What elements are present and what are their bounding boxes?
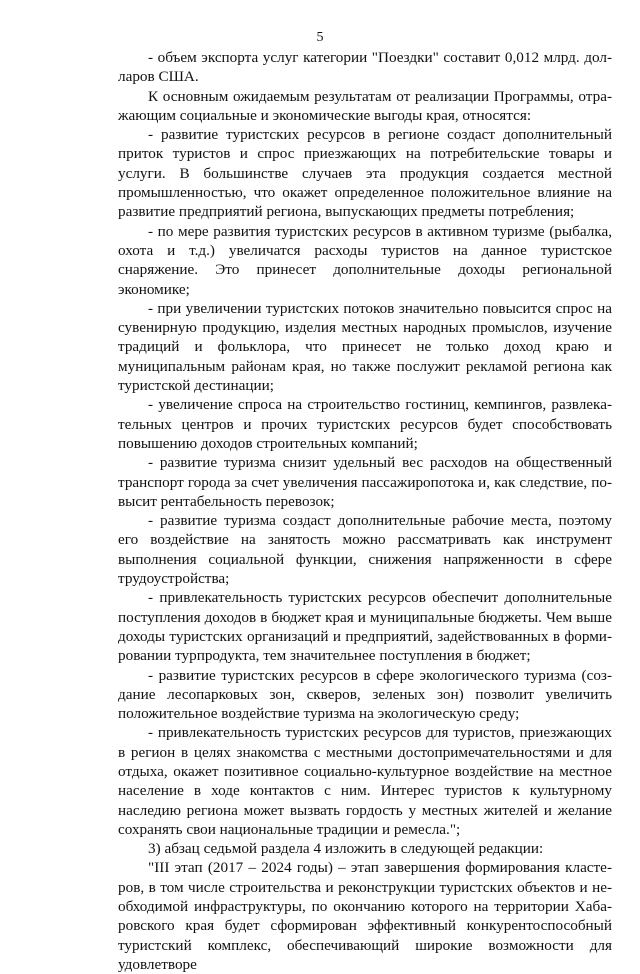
paragraph-expected-results-intro: К основным ожидаемым результатам от реализации Программы, отражающим социальные и экономические выгоды края, относятся: bbox=[118, 87, 612, 124]
paragraph-souvenir-demand: - при увеличении туристских потоков значительно повысится спрос на сувенирную продукцию, изделия местных народных промыслов, изучение традиций и фольклора, что принесет не только доход краю и муниципальным районам края, но также послужит рекламой региона как туристской дестинации; bbox=[118, 299, 612, 395]
paragraph-public-transport: - развитие туризма снизит удельный вес расходов на общественный транспорт города за счет увеличения пассажиропотока и, как следствие, повысит рентабельность перевозок; bbox=[118, 454, 612, 510]
paragraph-stage-three: "III этап (2017 – 2024 годы) – этап завершения формирования кластеров, в том числе строительства и реконструкции туристских объектов и необходимой инфраструктуры, по окончанию которого на территории Хабаровского края будет сформирован эффективный конкурентоспособный туристский комплекс, обеспечивающий широкие возможности для удовлетворе bbox=[118, 859, 612, 973]
paragraph-export-volume: - объем экспорта услуг категории "Поездки" составит 0,012 млрд. долларов США. bbox=[118, 49, 612, 86]
page-number: 5 bbox=[316, 30, 324, 45]
paragraph-active-tourism: - по мере развития туристских ресурсов в активном туризме (рыбалка, охота и т.д.) увеличатся расходы туристов на данное туристское снаряжение. Это принесет дополнительные доходы региональной экономике; bbox=[118, 222, 612, 298]
paragraph-budget-revenue: - привлекательность туристских ресурсов обеспечит дополнительные поступления доходов в бюджет края и муниципальные бюджеты. Чем выше доходы туристских организаций и предприятий, задействованных в формировании турпродукта, тем значительнее поступления в бюджет; bbox=[118, 589, 612, 665]
document-body bbox=[118, 48, 612, 974]
paragraph-eco-tourism: - развитие туристских ресурсов в сфере экологического туризма (создание лесопарковых зон, скверов, зеленых зон) позволит увеличить положительное воздействие туризма на экологическую среду; bbox=[118, 666, 612, 723]
paragraph-employment: - развитие туризма создаст дополнительные рабочие места, поэтому его воздействие на занятость можно рассматривать как инструмент выполнения социальной функции, снижения напряженности в сфере трудоустройства; bbox=[118, 512, 612, 588]
paragraph-construction-demand: - увеличение спроса на строительство гостиниц, кемпингов, развлекательных центров и прочих туристских ресурсов будет способствовать повышению доходов строительных компаний; bbox=[118, 396, 612, 452]
paragraph-amendment-section-4: 3) абзац седьмой раздела 4 изложить в следующей редакции: bbox=[148, 840, 544, 858]
paragraph-cultural-impact: - привлекательность туристских ресурсов для туристов, приезжающих в регион в целях знакомства с местными достопримечательностями и для отдыха, окажет позитивное социально-культурное воздействие на местное население в ходе контактов с ним. Интерес туристов к культурному наследию региона может вызвать гордость у местных жителей и желание сохранять свои национальные традиции и ремесла."; bbox=[118, 724, 612, 838]
paragraph-tourist-influx: - развитие туристских ресурсов в регионе создаст дополнительный приток туристов и спрос приезжающих на потребительские товары и услуги. В большинстве случаев эта продукция создается местной промышленностью, что окажет определенное положительное влияние на развитие предприятий региона, выпускающих предметы потребления; bbox=[118, 126, 612, 221]
